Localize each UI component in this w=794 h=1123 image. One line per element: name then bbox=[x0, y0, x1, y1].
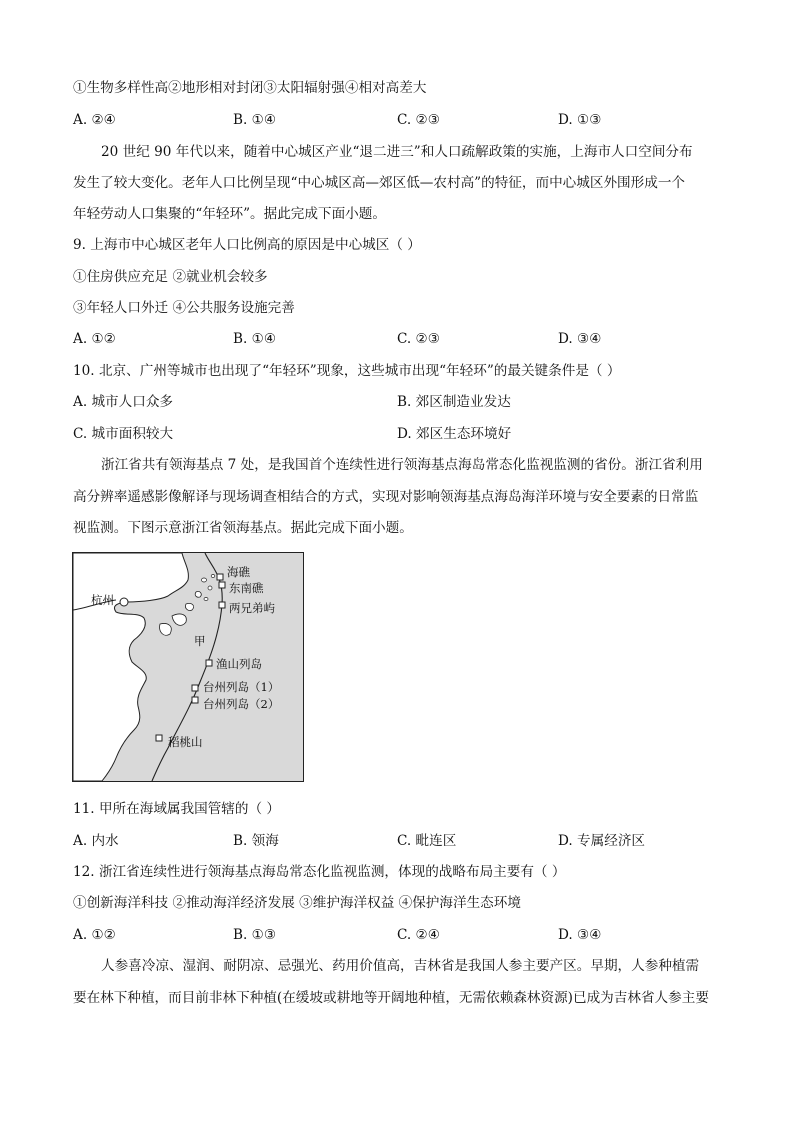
label-taizhou2: 台州列岛（2） bbox=[203, 697, 280, 711]
q9-option-c: C. ②③ bbox=[397, 331, 440, 347]
map-island bbox=[195, 591, 201, 597]
q8-option-c: C. ②③ bbox=[397, 112, 440, 128]
map-islet bbox=[208, 586, 212, 590]
map-island bbox=[185, 603, 193, 610]
basepoint-taizhou2 bbox=[192, 697, 198, 703]
basepoint-dongnanjiao bbox=[219, 582, 225, 588]
q10-option-b: B. 郊区制造业发达 bbox=[397, 394, 511, 410]
q10-stem: 10. 北京、广州等城市也出现了“年轻环”现象，这些城市出现“年轻环”的最关键条件是（ ） bbox=[73, 363, 621, 379]
label-hangzhou: 杭州 bbox=[91, 593, 114, 607]
label-dongnanjiao: 东南礁 bbox=[229, 581, 264, 595]
q12-option-d: D. ③④ bbox=[558, 927, 602, 943]
q12-option-b: B. ①③ bbox=[233, 927, 277, 943]
map-islet bbox=[202, 578, 207, 582]
label-daotaoshan: 稻桃山 bbox=[168, 735, 203, 749]
map-islet bbox=[211, 574, 215, 577]
q11-option-b: B. 领海 bbox=[233, 833, 279, 849]
q9-items-1: ①住房供应充足 ②就业机会较多 bbox=[73, 269, 268, 285]
basepoint-yushan bbox=[206, 660, 212, 666]
q10-option-a: A. 城市人口众多 bbox=[73, 394, 174, 410]
passage1-line-3: 年轻劳动人口集聚的“年轻环”。据此完成下面小题。 bbox=[73, 206, 386, 222]
q12-items: ①创新海洋科技 ②推动海洋经济发展 ③维护海洋权益 ④保护海洋生态环境 bbox=[73, 895, 521, 911]
q9-option-a: A. ①② bbox=[73, 331, 116, 347]
q12-option-c: C. ②④ bbox=[397, 927, 440, 943]
passage2-line-3: 视监测。下图示意浙江省领海基点。据此完成下面小题。 bbox=[73, 520, 413, 536]
map-islet bbox=[204, 597, 208, 600]
basepoint-haijiao bbox=[217, 574, 223, 580]
label-liangxiongdi: 两兄弟屿 bbox=[229, 601, 275, 615]
label-haijiao: 海礁 bbox=[227, 565, 250, 579]
hangzhou-marker bbox=[120, 598, 128, 606]
q9-items-2: ③年轻人口外迁 ④公共服务设施完善 bbox=[73, 300, 295, 316]
q10-option-d: D. 郊区生态环境好 bbox=[397, 426, 512, 442]
q12-stem: 12. 浙江省连续性进行领海基点海岛常态化监视监测，体现的战略布局主要有（ ） bbox=[73, 864, 566, 880]
q9-option-b: B. ①④ bbox=[233, 331, 277, 347]
q8-option-d: D. ①③ bbox=[558, 112, 602, 128]
passage3-line-2: 要在林下种植，而目前非林下种植(在缓坡或耕地等开阔地种植，无需依赖森林资源)已成为吉林省人参主要 bbox=[73, 990, 709, 1006]
q11-option-a: A. 内水 bbox=[73, 833, 119, 849]
basepoint-liangxiongdi bbox=[219, 602, 225, 608]
q12-option-a: A. ①② bbox=[73, 927, 116, 943]
zhejiang-baseline-map bbox=[72, 552, 304, 782]
q9-option-d: D. ③④ bbox=[558, 331, 602, 347]
passage3-line-1: 人参喜冷凉、湿润、耐阴凉、忌强光、药用价值高，吉林省是我国人参主要产区。早期，人参种植需 bbox=[101, 958, 700, 974]
q11-stem: 11. 甲所在海域属我国管辖的（ ） bbox=[73, 801, 280, 817]
label-taizhou1: 台州列岛（1） bbox=[203, 680, 280, 694]
passage1-line-2: 发生了较大变化。老年人口比例呈现“中心城区高—郊区低—农村高”的特征，而中心城区外围形成一个 bbox=[73, 175, 686, 191]
basepoint-taizhou1 bbox=[192, 685, 198, 691]
q10-option-c: C. 城市面积较大 bbox=[73, 426, 174, 442]
passage1-line-1: 20 世纪 90 年代以来，随着中心城区产业“退二进三”和人口疏解政策的实施，上海市人口空间分布 bbox=[101, 144, 693, 160]
passage2-line-1: 浙江省共有领海基点 7 处，是我国首个连续性进行领海基点海岛常态化监视监测的省份。浙江省利用 bbox=[101, 457, 703, 473]
q8-option-b: B. ①④ bbox=[233, 112, 277, 128]
q8-items: ①生物多样性高②地形相对封闭③太阳辐射强④相对高差大 bbox=[73, 80, 427, 96]
q9-stem: 9. 上海市中心城区老年人口比例高的原因是中心城区（ ） bbox=[73, 237, 421, 253]
q11-option-d: D. 专属经济区 bbox=[558, 833, 646, 849]
label-jia: 甲 bbox=[194, 634, 206, 648]
q11-option-c: C. 毗连区 bbox=[397, 833, 457, 849]
q8-option-a: A. ②④ bbox=[73, 112, 116, 128]
passage2-line-2: 高分辨率遥感影像解译与现场调查相结合的方式，实现对影响领海基点海岛海洋环境与安全要素的日常监 bbox=[73, 489, 699, 505]
label-yushan: 渔山列岛 bbox=[216, 657, 262, 671]
basepoint-daotaoshan bbox=[156, 735, 162, 741]
